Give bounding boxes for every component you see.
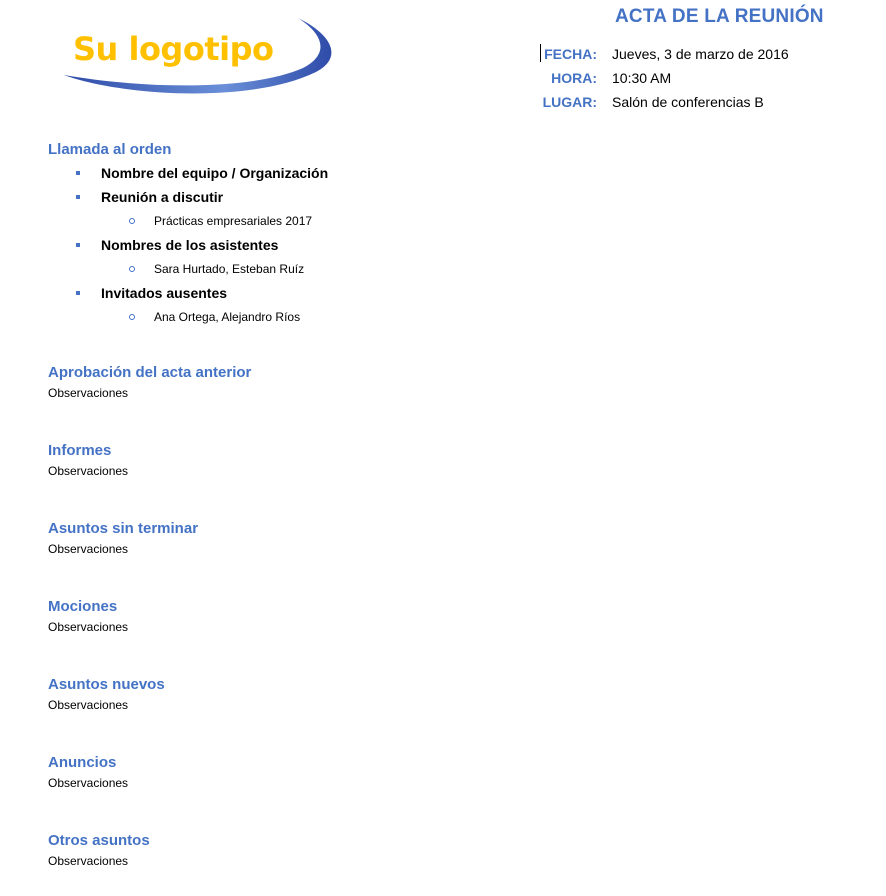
section-heading: Aprobación del acta anterior bbox=[48, 364, 252, 381]
section-notes[interactable]: Observaciones bbox=[48, 698, 129, 712]
document-title: ACTA DE LA REUNIÓN bbox=[615, 6, 824, 27]
list-item[interactable] bbox=[48, 281, 548, 305]
list-item-label: Nombres de los asistentes bbox=[101, 237, 279, 253]
section-heading: Otros asuntos bbox=[48, 832, 150, 849]
section-motions bbox=[48, 596, 548, 636]
circle-bullet-icon bbox=[129, 218, 135, 224]
time-value[interactable]: 10:30 AM bbox=[612, 70, 672, 86]
call-to-order-section bbox=[48, 139, 548, 329]
sub-list-item[interactable] bbox=[48, 209, 548, 233]
section-notes[interactable]: Observaciones bbox=[48, 776, 129, 790]
section-heading: Mociones bbox=[48, 598, 118, 615]
logo bbox=[58, 10, 338, 105]
logo-text: Su logotipo bbox=[73, 30, 274, 68]
section-heading: Asuntos sin terminar bbox=[48, 520, 199, 537]
square-bullet-icon bbox=[76, 243, 80, 247]
sub-list-item-label: Sara Hurtado, Esteban Ruíz bbox=[154, 262, 305, 276]
section-other-business bbox=[48, 830, 548, 870]
meta-row-location bbox=[536, 90, 789, 114]
section-notes[interactable]: Observaciones bbox=[48, 386, 129, 400]
section-notes[interactable]: Observaciones bbox=[48, 542, 129, 556]
meeting-details bbox=[536, 42, 789, 114]
square-bullet-icon bbox=[76, 195, 80, 199]
section-heading: Asuntos nuevos bbox=[48, 676, 165, 693]
list-item-label: Reunión a discutir bbox=[101, 189, 224, 205]
square-bullet-icon bbox=[76, 171, 80, 175]
time-label: HORA: bbox=[551, 70, 597, 86]
list-item[interactable] bbox=[48, 161, 548, 185]
location-value[interactable]: Salón de conferencias B bbox=[612, 94, 764, 110]
section-announcements bbox=[48, 752, 548, 792]
list-item-label: Invitados ausentes bbox=[101, 285, 228, 301]
section-new-business bbox=[48, 674, 548, 714]
section-heading: Llamada al orden bbox=[48, 141, 172, 158]
sub-list-item[interactable] bbox=[48, 305, 548, 329]
list-item[interactable] bbox=[48, 233, 548, 257]
section-notes[interactable]: Observaciones bbox=[48, 854, 129, 868]
section-unfinished-business bbox=[48, 518, 548, 558]
date-value[interactable]: Jueves, 3 de marzo de 2016 bbox=[612, 46, 789, 62]
sub-list-item-label: Prácticas empresariales 2017 bbox=[154, 214, 313, 228]
meta-row-date bbox=[536, 42, 789, 66]
square-bullet-icon bbox=[76, 291, 80, 295]
sub-list-item[interactable] bbox=[48, 257, 548, 281]
section-heading: Anuncios bbox=[48, 754, 117, 771]
section-notes[interactable]: Observaciones bbox=[48, 620, 129, 634]
circle-bullet-icon bbox=[129, 314, 135, 320]
document-body bbox=[48, 139, 548, 870]
list-item-label: Nombre del equipo / Organización bbox=[101, 165, 329, 181]
date-label: FECHA: bbox=[544, 46, 597, 62]
section-notes[interactable]: Observaciones bbox=[48, 464, 129, 478]
section-reports bbox=[48, 440, 548, 480]
circle-bullet-icon bbox=[129, 266, 135, 272]
meta-row-time bbox=[536, 66, 789, 90]
section-approval bbox=[48, 362, 548, 402]
section-heading: Informes bbox=[48, 442, 112, 459]
location-label: LUGAR: bbox=[542, 94, 597, 110]
sub-list-item-label: Ana Ortega, Alejandro Ríos bbox=[154, 310, 301, 324]
list-item[interactable] bbox=[48, 185, 548, 209]
